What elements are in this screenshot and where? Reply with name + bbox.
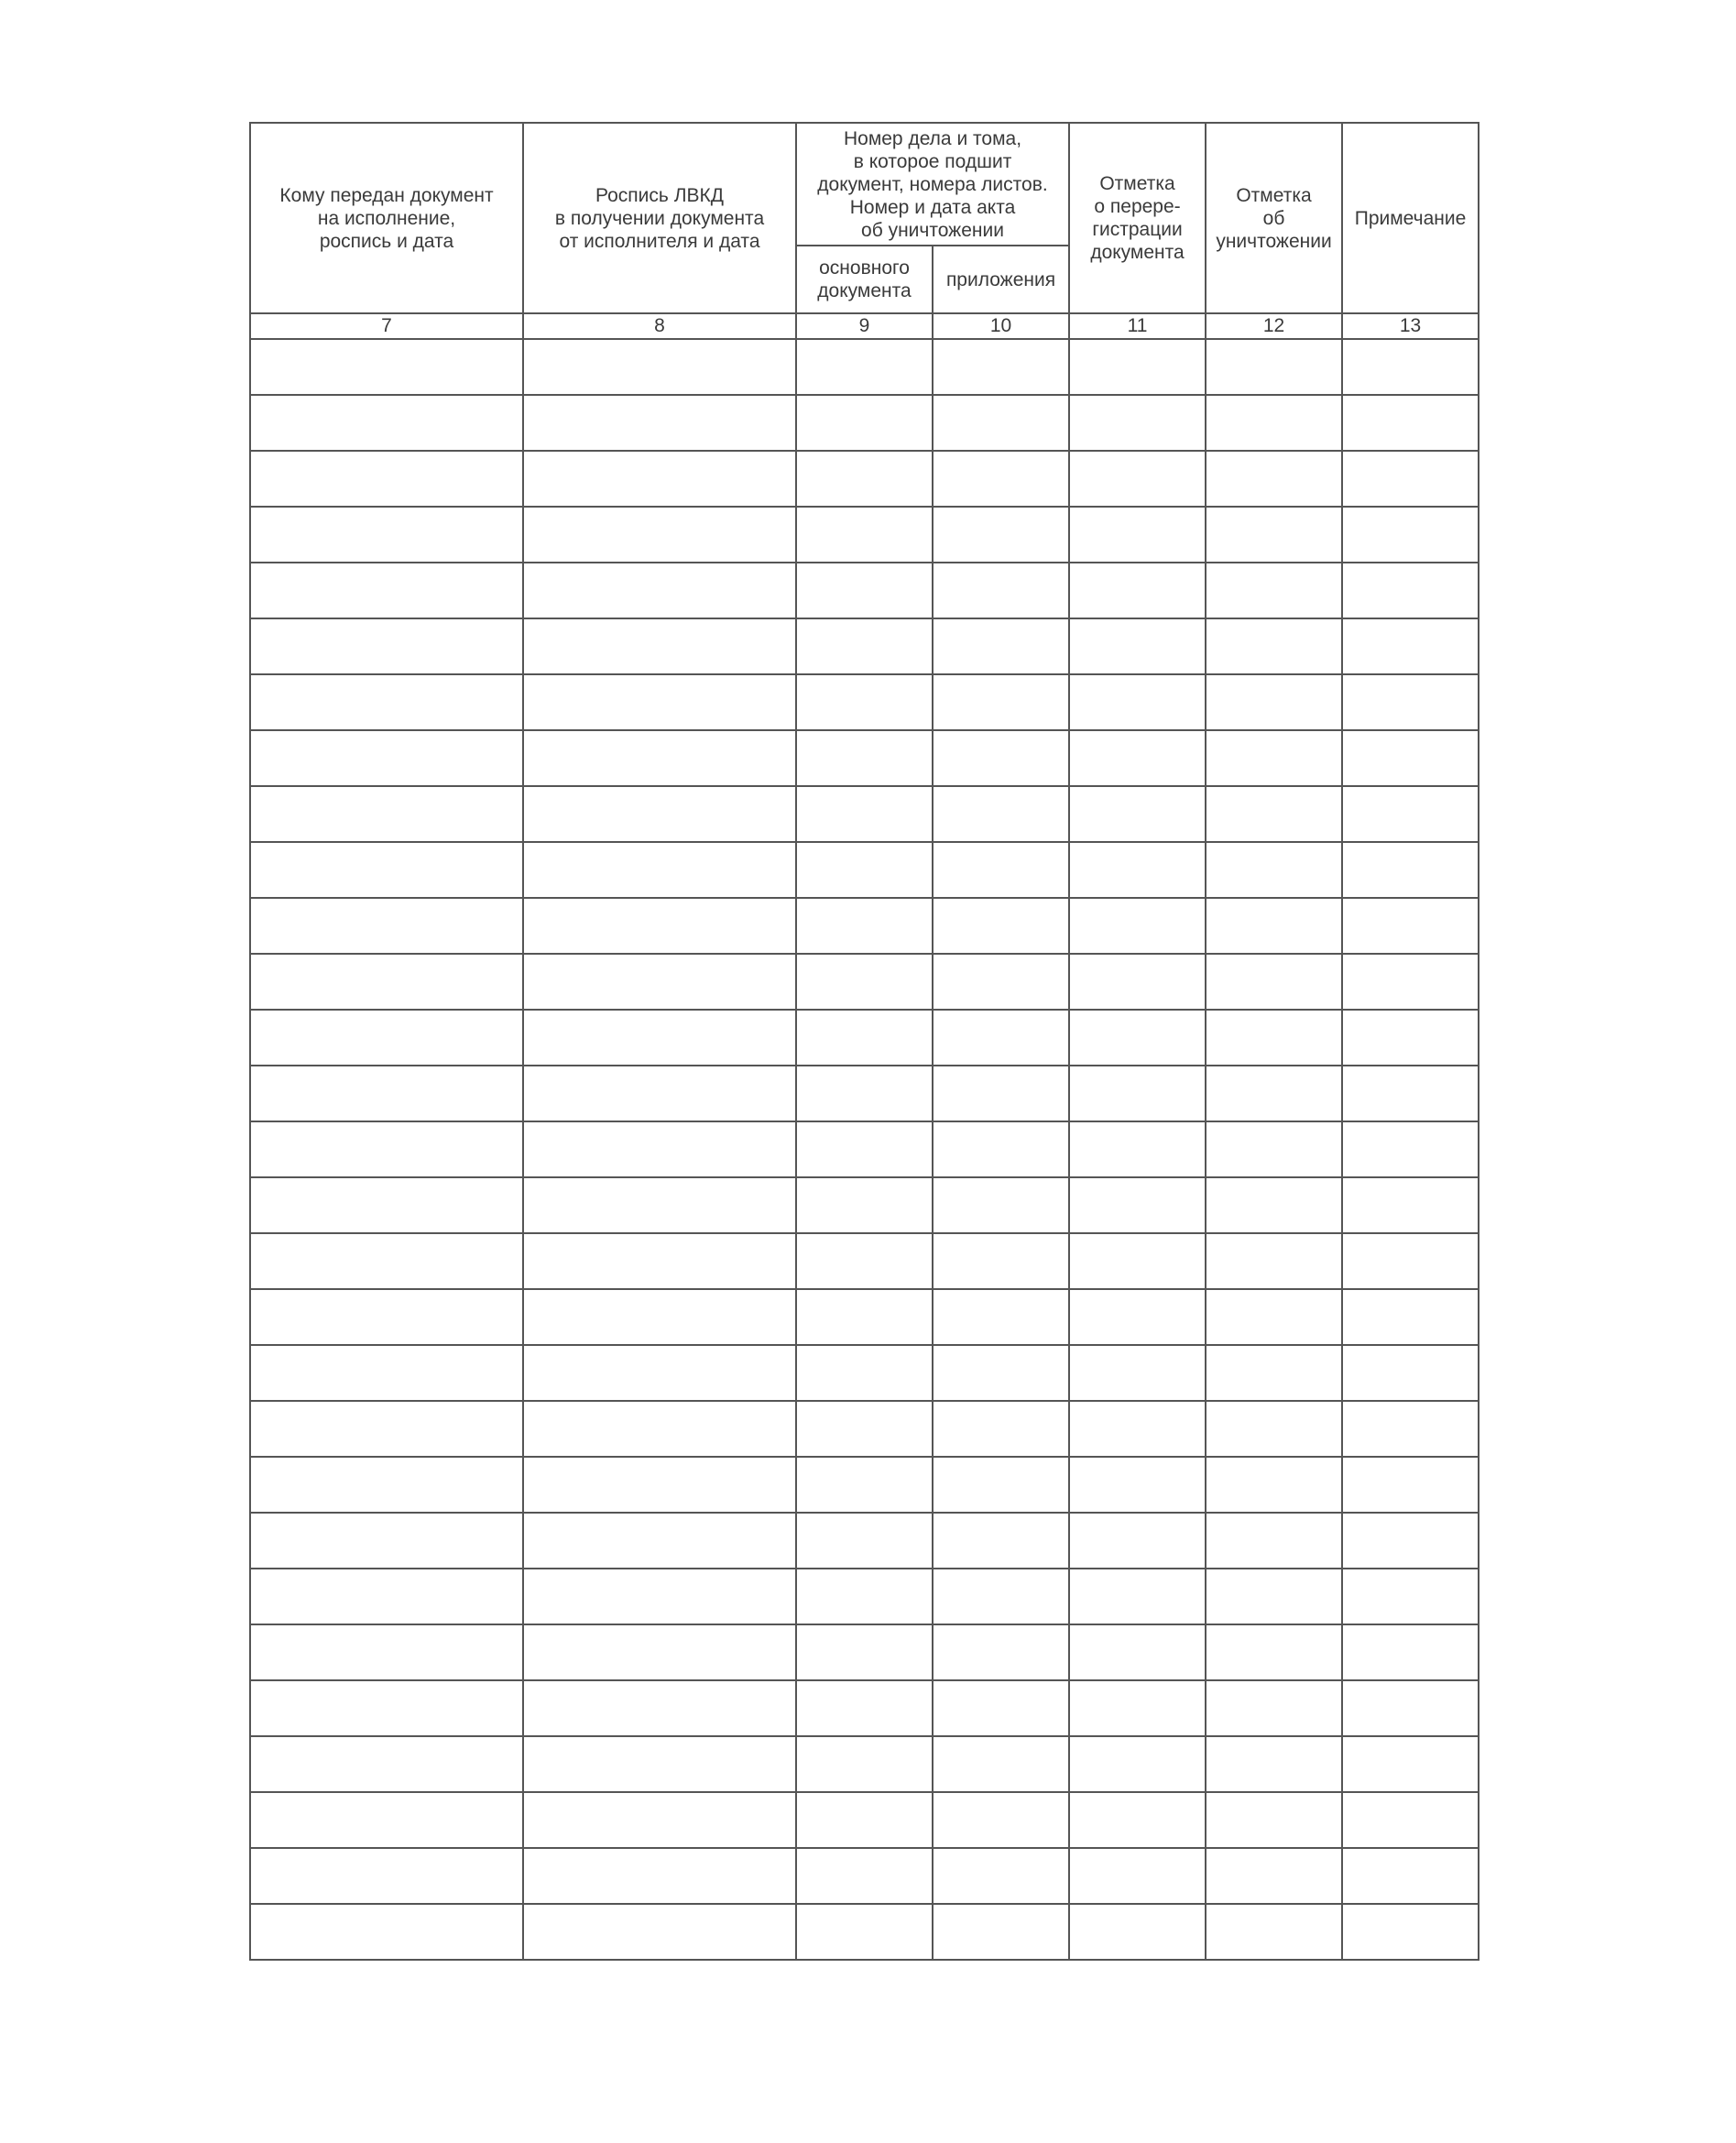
table-cell xyxy=(1069,1513,1206,1569)
table-cell xyxy=(1342,842,1479,898)
table-cell xyxy=(796,1848,933,1904)
table-cell xyxy=(796,1401,933,1457)
table-cell xyxy=(250,1513,523,1569)
table-cell xyxy=(250,1289,523,1345)
table-cell xyxy=(1342,563,1479,618)
table-cell xyxy=(1342,1792,1479,1848)
table-cell xyxy=(523,1066,796,1121)
table-row xyxy=(250,507,1479,563)
column-number: 9 xyxy=(796,313,933,339)
table-cell xyxy=(796,395,933,451)
table-cell xyxy=(933,395,1069,451)
table-cell xyxy=(523,1177,796,1233)
table-row xyxy=(250,1289,1479,1345)
table-cell xyxy=(1342,954,1479,1010)
table-cell xyxy=(250,954,523,1010)
table-cell xyxy=(523,1401,796,1457)
table-cell xyxy=(1342,1177,1479,1233)
table-cell xyxy=(250,1233,523,1289)
table-cell xyxy=(250,1177,523,1233)
header-lvkd-signature: Роспись ЛВКД в получении документа от исполнителя и дата xyxy=(523,123,796,313)
table-row xyxy=(250,618,1479,674)
header-main-document: основного документа xyxy=(796,246,933,313)
table-cell xyxy=(796,898,933,954)
table-cell xyxy=(1342,1401,1479,1457)
table-cell xyxy=(1206,842,1342,898)
column-number-row xyxy=(250,313,1479,339)
table-cell xyxy=(1342,1624,1479,1680)
table-cell xyxy=(1342,339,1479,395)
table-cell xyxy=(933,563,1069,618)
table-cell xyxy=(523,1345,796,1401)
table-cell xyxy=(933,1904,1069,1960)
header-recipient: Кому передан документ на исполнение, роспись и дата xyxy=(250,123,523,313)
table-cell xyxy=(1342,1345,1479,1401)
table-cell xyxy=(250,842,523,898)
table-row xyxy=(250,1066,1479,1121)
column-number: 12 xyxy=(1206,313,1342,339)
table-cell xyxy=(250,618,523,674)
table-row xyxy=(250,842,1479,898)
table-cell xyxy=(1069,1792,1206,1848)
table-cell xyxy=(523,730,796,786)
table-cell xyxy=(1342,507,1479,563)
table-cell xyxy=(933,1569,1069,1624)
table-cell xyxy=(796,730,933,786)
table-cell xyxy=(1069,563,1206,618)
table-cell xyxy=(250,1624,523,1680)
table-cell xyxy=(1069,730,1206,786)
table-cell xyxy=(250,1066,523,1121)
table-cell xyxy=(1206,507,1342,563)
table-cell xyxy=(933,1680,1069,1736)
table-cell xyxy=(1069,339,1206,395)
table-cell xyxy=(1342,1010,1479,1066)
table-cell xyxy=(796,1233,933,1289)
header-case-volume-group: Номер дела и тома, в которое подшит документ, номера листов. Номер и дата акта об уничтожении xyxy=(796,123,1069,246)
table-cell xyxy=(796,1792,933,1848)
table-cell xyxy=(933,1401,1069,1457)
table-cell xyxy=(250,1848,523,1904)
table-cell xyxy=(250,1121,523,1177)
table-cell xyxy=(250,786,523,842)
table-cell xyxy=(523,395,796,451)
table-cell xyxy=(250,563,523,618)
table-row xyxy=(250,786,1479,842)
column-number: 8 xyxy=(523,313,796,339)
table-cell xyxy=(1206,1177,1342,1233)
table-cell xyxy=(523,1513,796,1569)
table-cell xyxy=(933,1848,1069,1904)
table-cell xyxy=(250,1736,523,1792)
table-cell xyxy=(1069,1066,1206,1121)
table-cell xyxy=(1206,786,1342,842)
table-cell xyxy=(796,339,933,395)
table-cell xyxy=(1342,1457,1479,1513)
table-cell xyxy=(250,1010,523,1066)
table-row xyxy=(250,674,1479,730)
table-cell xyxy=(250,1680,523,1736)
table-cell xyxy=(933,954,1069,1010)
table-cell xyxy=(250,339,523,395)
table-cell xyxy=(250,507,523,563)
table-cell xyxy=(1069,1848,1206,1904)
table-cell xyxy=(933,339,1069,395)
column-number: 7 xyxy=(250,313,523,339)
table-row xyxy=(250,1345,1479,1401)
table-cell xyxy=(1206,1066,1342,1121)
table-cell xyxy=(250,1569,523,1624)
table-cell xyxy=(1206,1736,1342,1792)
table-cell xyxy=(523,339,796,395)
table-cell xyxy=(796,1569,933,1624)
table-cell xyxy=(1206,1680,1342,1736)
table-cell xyxy=(250,674,523,730)
table-cell xyxy=(1206,1121,1342,1177)
table-row xyxy=(250,1680,1479,1736)
table-cell xyxy=(1342,1569,1479,1624)
table-cell xyxy=(933,898,1069,954)
table-cell xyxy=(1206,618,1342,674)
table-cell xyxy=(250,1401,523,1457)
column-number: 10 xyxy=(933,313,1069,339)
table-cell xyxy=(933,1233,1069,1289)
table-cell xyxy=(523,1010,796,1066)
table-cell xyxy=(1342,674,1479,730)
table-row xyxy=(250,954,1479,1010)
table-row xyxy=(250,898,1479,954)
table-cell xyxy=(1342,618,1479,674)
table-cell xyxy=(933,1792,1069,1848)
table-cell xyxy=(1206,1569,1342,1624)
table-cell xyxy=(250,451,523,507)
table-cell xyxy=(1342,1121,1479,1177)
table-cell xyxy=(523,451,796,507)
table-cell xyxy=(523,786,796,842)
table-cell xyxy=(1069,1177,1206,1233)
table-cell xyxy=(1069,786,1206,842)
table-cell xyxy=(1069,1401,1206,1457)
table-cell xyxy=(523,1121,796,1177)
table-cell xyxy=(933,730,1069,786)
table-cell xyxy=(250,1792,523,1848)
table-cell xyxy=(1206,898,1342,954)
table-row xyxy=(250,1121,1479,1177)
table-cell xyxy=(796,1680,933,1736)
table-row xyxy=(250,563,1479,618)
table-row xyxy=(250,1513,1479,1569)
table-cell xyxy=(523,674,796,730)
table-cell xyxy=(1069,1904,1206,1960)
table-cell xyxy=(796,842,933,898)
table-cell xyxy=(933,1010,1069,1066)
table-cell xyxy=(1342,1513,1479,1569)
header-reregistration-mark: Отметка о перере- гистрации документа xyxy=(1069,123,1206,313)
table-row xyxy=(250,1736,1479,1792)
table-cell xyxy=(796,1736,933,1792)
table-cell xyxy=(523,842,796,898)
table-row xyxy=(250,1177,1479,1233)
table-cell xyxy=(1342,786,1479,842)
table-cell xyxy=(1069,898,1206,954)
table-cell xyxy=(1206,1792,1342,1848)
table-cell xyxy=(796,1010,933,1066)
table-cell xyxy=(523,1792,796,1848)
table-cell xyxy=(1206,1904,1342,1960)
table-cell xyxy=(796,451,933,507)
table-cell xyxy=(250,1345,523,1401)
table-cell xyxy=(1342,1066,1479,1121)
table-cell xyxy=(250,1457,523,1513)
table-cell xyxy=(523,1457,796,1513)
table-cell xyxy=(1069,618,1206,674)
table-cell xyxy=(933,1121,1069,1177)
table-cell xyxy=(1069,1121,1206,1177)
table-cell xyxy=(1342,1848,1479,1904)
table-cell xyxy=(523,1569,796,1624)
table-cell xyxy=(1206,1233,1342,1289)
table-cell xyxy=(523,954,796,1010)
journal-table xyxy=(249,122,1479,1961)
table-cell xyxy=(1206,1345,1342,1401)
table-cell xyxy=(796,1513,933,1569)
table-cell xyxy=(523,1624,796,1680)
table-row xyxy=(250,1401,1479,1457)
table-cell xyxy=(1069,954,1206,1010)
table-cell xyxy=(1342,1233,1479,1289)
table-cell xyxy=(933,451,1069,507)
table-cell xyxy=(933,1624,1069,1680)
table-cell xyxy=(1206,1624,1342,1680)
table-cell xyxy=(796,1345,933,1401)
table-cell xyxy=(933,1736,1069,1792)
table-cell xyxy=(1342,1680,1479,1736)
table-cell xyxy=(796,507,933,563)
table-cell xyxy=(1342,1736,1479,1792)
table-cell xyxy=(1206,1848,1342,1904)
header-destruction-mark: Отметка об уничтожении xyxy=(1206,123,1342,313)
table-cell xyxy=(250,730,523,786)
table-cell xyxy=(1069,1010,1206,1066)
table-cell xyxy=(796,1904,933,1960)
table-row xyxy=(250,1792,1479,1848)
table-cell xyxy=(796,563,933,618)
table-cell xyxy=(1069,395,1206,451)
table-cell xyxy=(796,1289,933,1345)
table-row xyxy=(250,1457,1479,1513)
table-cell xyxy=(1069,1569,1206,1624)
table-cell xyxy=(1342,1289,1479,1345)
table-cell xyxy=(796,1177,933,1233)
header-note: Примечание xyxy=(1342,123,1479,313)
table-cell xyxy=(933,1345,1069,1401)
table-cell xyxy=(1069,1680,1206,1736)
table-cell xyxy=(933,618,1069,674)
table-cell xyxy=(1206,1289,1342,1345)
table-cell xyxy=(796,1066,933,1121)
table-cell xyxy=(1069,451,1206,507)
table-cell xyxy=(933,1289,1069,1345)
table-cell xyxy=(1206,674,1342,730)
table-cell xyxy=(523,1848,796,1904)
table-body xyxy=(250,339,1479,1960)
table-cell xyxy=(1206,1401,1342,1457)
table-cell xyxy=(523,898,796,954)
table-cell xyxy=(250,898,523,954)
table-cell xyxy=(933,1177,1069,1233)
table-cell xyxy=(796,1457,933,1513)
table-cell xyxy=(523,618,796,674)
table-row xyxy=(250,1010,1479,1066)
table-cell xyxy=(1069,1233,1206,1289)
table-cell xyxy=(1206,730,1342,786)
table-cell xyxy=(1342,395,1479,451)
table-cell xyxy=(523,1736,796,1792)
table-cell xyxy=(796,786,933,842)
table-cell xyxy=(1069,1736,1206,1792)
table-cell xyxy=(250,1904,523,1960)
table-cell xyxy=(933,507,1069,563)
table-cell xyxy=(523,1233,796,1289)
table-cell xyxy=(523,563,796,618)
table-cell xyxy=(796,1624,933,1680)
table-cell xyxy=(523,1289,796,1345)
table-cell xyxy=(523,1680,796,1736)
column-number: 11 xyxy=(1069,313,1206,339)
table-row xyxy=(250,1569,1479,1624)
table-cell xyxy=(1206,451,1342,507)
table-cell xyxy=(1206,1010,1342,1066)
table-cell xyxy=(933,842,1069,898)
table-cell xyxy=(1206,954,1342,1010)
table-cell xyxy=(796,954,933,1010)
table-cell xyxy=(1342,451,1479,507)
table-cell xyxy=(933,674,1069,730)
table-row xyxy=(250,1848,1479,1904)
table-row xyxy=(250,1904,1479,1960)
table-cell xyxy=(796,674,933,730)
table-cell xyxy=(1206,1457,1342,1513)
table-cell xyxy=(1206,339,1342,395)
table-cell xyxy=(250,395,523,451)
table-cell xyxy=(523,1904,796,1960)
column-number: 13 xyxy=(1342,313,1479,339)
table-cell xyxy=(1206,395,1342,451)
table-cell xyxy=(1069,507,1206,563)
table-row xyxy=(250,451,1479,507)
table-cell xyxy=(1206,1513,1342,1569)
table-cell xyxy=(796,1121,933,1177)
table-cell xyxy=(1206,563,1342,618)
table-row xyxy=(250,730,1479,786)
table-cell xyxy=(933,1457,1069,1513)
table-cell xyxy=(1069,1289,1206,1345)
table-row xyxy=(250,1233,1479,1289)
table-cell xyxy=(933,786,1069,842)
table-cell xyxy=(1342,898,1479,954)
table-row xyxy=(250,339,1479,395)
table-cell xyxy=(933,1066,1069,1121)
table-cell xyxy=(796,618,933,674)
table-cell xyxy=(933,1513,1069,1569)
table-cell xyxy=(1069,1457,1206,1513)
table-row xyxy=(250,1624,1479,1680)
table-cell xyxy=(1069,1345,1206,1401)
table-cell xyxy=(523,507,796,563)
table-cell xyxy=(1069,842,1206,898)
header-attachments: приложения xyxy=(933,246,1069,313)
table-row xyxy=(250,395,1479,451)
table-cell xyxy=(1342,730,1479,786)
table-cell xyxy=(1069,674,1206,730)
table-cell xyxy=(1342,1904,1479,1960)
table-cell xyxy=(1069,1624,1206,1680)
